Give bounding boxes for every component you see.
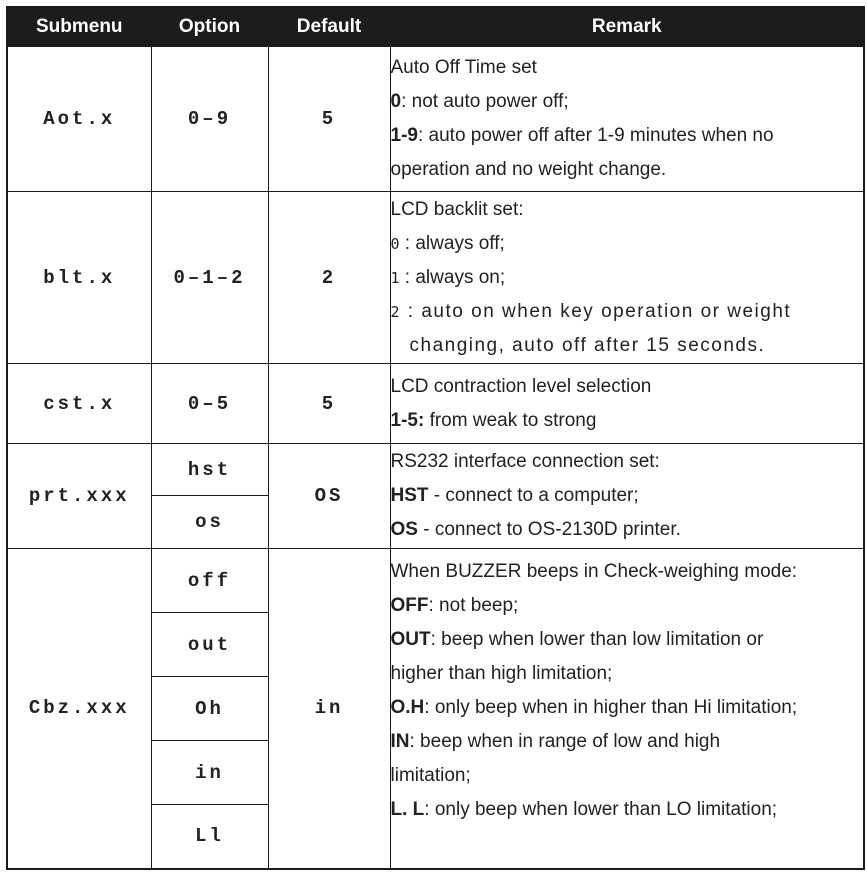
option-cell: os xyxy=(151,496,268,549)
remark-key: 0 xyxy=(390,234,400,253)
remark-line xyxy=(391,404,864,438)
remark-line: LCD backlit set: xyxy=(390,198,524,220)
remark-text: : beep when lower than low limitation or xyxy=(430,629,764,650)
remark-line: Auto Off Time set xyxy=(390,57,537,78)
remark-line: limitation; xyxy=(390,765,471,786)
option-cell: in xyxy=(151,741,268,805)
remark-line: RS232 interface connection set: xyxy=(390,451,660,472)
remark-key: O.H xyxy=(390,697,425,718)
option-cell: Ll xyxy=(151,805,268,869)
remark-line xyxy=(391,513,864,547)
remark-text: - connect to a computer; xyxy=(428,485,639,506)
remark-text: : only beep when in higher than Hi limitation; xyxy=(424,697,798,718)
default-cell: 5 xyxy=(268,47,390,192)
remark-line xyxy=(391,119,864,153)
submenu-cell: blt.x xyxy=(7,192,151,364)
header-default: Default xyxy=(268,7,390,47)
remark-text: from weak to strong xyxy=(424,409,597,431)
remark-text: : auto power off after 1-9 minutes when no xyxy=(417,125,774,146)
header-submenu: Submenu xyxy=(7,7,151,47)
remark-cell xyxy=(390,47,864,192)
remark-text: : auto on when key operation or weight xyxy=(401,300,792,322)
remark-cell xyxy=(390,192,864,364)
remark-line xyxy=(391,589,864,623)
remark-line xyxy=(391,85,864,119)
remark-line xyxy=(391,295,864,329)
remark-key: OUT xyxy=(390,629,431,650)
remark-line xyxy=(391,793,864,827)
remark-line xyxy=(391,725,864,759)
remark-line: operation and no weight change. xyxy=(390,159,667,180)
default-cell: 5 xyxy=(268,364,390,444)
settings-table xyxy=(6,6,865,870)
default-cell: in xyxy=(268,549,390,869)
option-cell: 0–5 xyxy=(151,364,268,444)
remark-text: : not auto power off; xyxy=(401,91,569,112)
remark-line: When BUZZER beeps in Check-weighing mode: xyxy=(390,561,798,582)
table-row-prt xyxy=(7,444,864,496)
remark-line xyxy=(391,479,864,513)
remark-text: : only beep when lower than LO limitation; xyxy=(424,799,778,820)
table-row-aot xyxy=(7,47,864,192)
remark-line xyxy=(391,261,864,295)
table-row-cst xyxy=(7,364,864,444)
remark-text: : not beep; xyxy=(428,595,519,616)
remark-key: IN xyxy=(390,731,410,752)
remark-key: OFF xyxy=(390,595,429,616)
header-row xyxy=(7,7,864,47)
remark-cell xyxy=(390,444,864,549)
option-cell: Oh xyxy=(151,677,268,741)
option-cell: off xyxy=(151,549,268,613)
remark-line xyxy=(391,623,864,657)
header-remark: Remark xyxy=(390,7,864,47)
header-option: Option xyxy=(151,7,268,47)
remark-key: L. L xyxy=(390,799,425,820)
submenu-cell: Cbz.xxx xyxy=(7,549,151,869)
remark-key: 0 xyxy=(390,91,402,112)
table-row-cbz xyxy=(7,549,864,613)
remark-key: 1-5: xyxy=(390,409,425,431)
remark-key: 1 xyxy=(390,268,400,287)
option-cell: 0–9 xyxy=(151,47,268,192)
remark-line: changing, auto off after 15 seconds. xyxy=(409,334,766,356)
remark-key: 2 xyxy=(390,302,402,321)
submenu-cell: prt.xxx xyxy=(7,444,151,549)
submenu-cell: Aot.x xyxy=(7,47,151,192)
remark-text: : always off; xyxy=(399,232,505,254)
option-cell: 0–1–2 xyxy=(151,192,268,364)
remark-text: : always on; xyxy=(399,266,506,288)
table-row-blt xyxy=(7,192,864,364)
remark-cell xyxy=(390,549,864,869)
default-cell: 2 xyxy=(268,192,390,364)
submenu-cell: cst.x xyxy=(7,364,151,444)
remark-line: higher than high limitation; xyxy=(390,663,613,684)
remark-line xyxy=(391,227,864,261)
remark-text: : beep when in range of low and high xyxy=(409,731,721,752)
option-cell: out xyxy=(151,613,268,677)
remark-line xyxy=(391,691,864,725)
default-cell: OS xyxy=(268,444,390,549)
remark-line: LCD contraction level selection xyxy=(390,375,652,397)
remark-cell xyxy=(390,364,864,444)
option-cell: hst xyxy=(151,444,268,496)
remark-key: HST xyxy=(390,485,429,506)
remark-key: 1-9 xyxy=(390,125,418,146)
remark-key: OS xyxy=(390,519,418,540)
remark-text: - connect to OS-2130D printer. xyxy=(417,519,681,540)
